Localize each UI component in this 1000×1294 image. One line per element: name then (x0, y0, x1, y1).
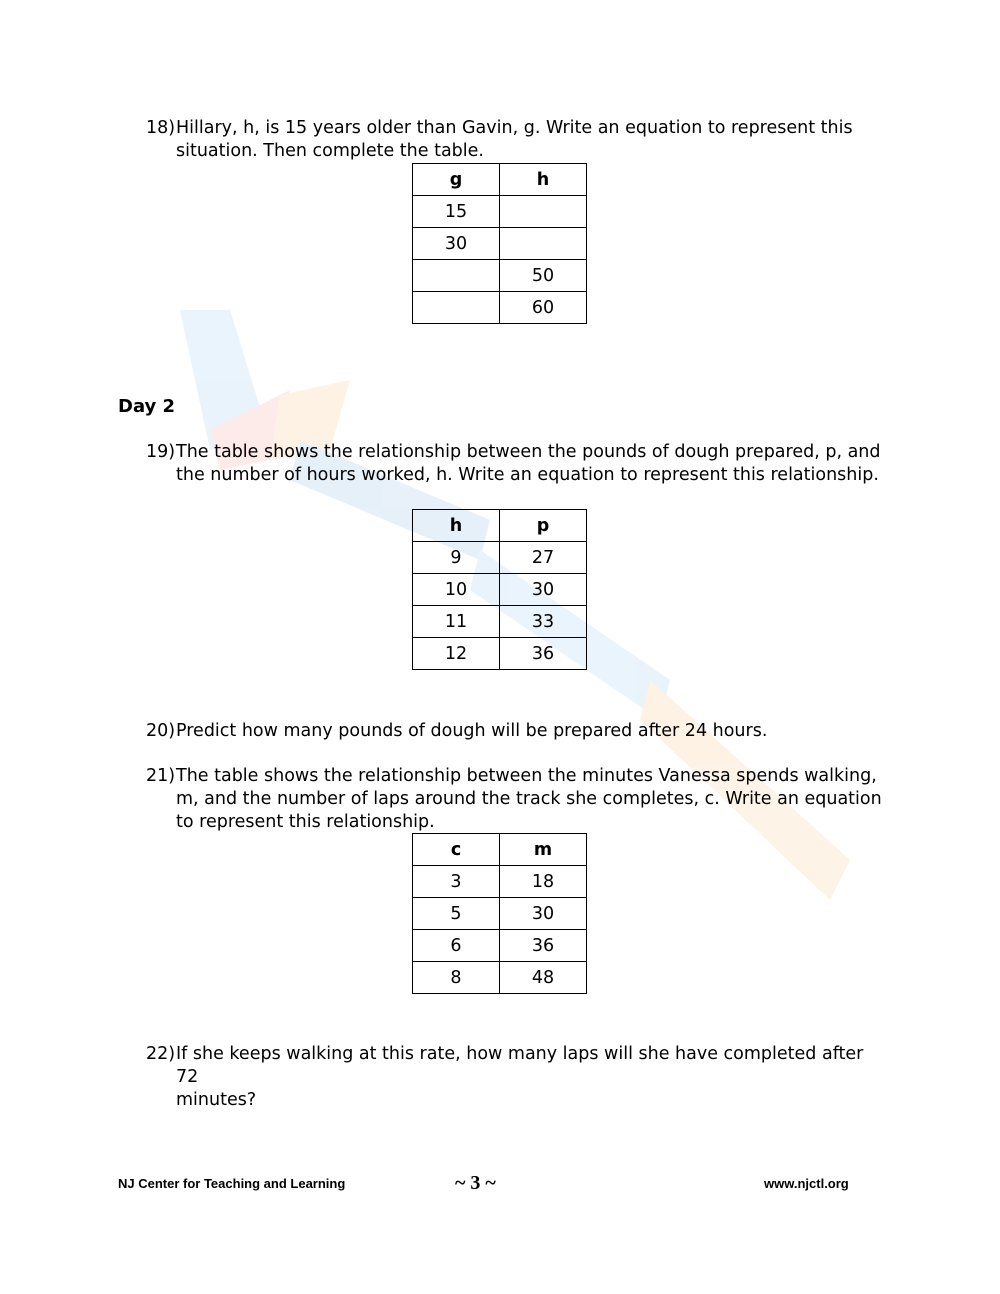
table-row (413, 542, 587, 574)
table-row (413, 638, 587, 670)
question-18 (146, 117, 886, 163)
question-21 (146, 765, 886, 834)
table-q18 (412, 163, 587, 324)
table-row (413, 574, 587, 606)
table-header-cell: h (413, 510, 500, 542)
table-cell: 10 (413, 574, 500, 606)
table-q19 (412, 509, 587, 670)
table-cell: 9 (413, 542, 500, 574)
table-cell: 36 (500, 638, 587, 670)
question-number: 18) (146, 118, 176, 138)
table-row (413, 606, 587, 638)
table-header-cell: c (413, 834, 500, 866)
question-text-line: minutes? (176, 1090, 257, 1110)
table-cell: 6 (413, 930, 500, 962)
table-q21 (412, 833, 587, 994)
table-cell: 30 (500, 574, 587, 606)
table-cell: 11 (413, 606, 500, 638)
table-cell (500, 196, 587, 228)
question-number: 21) (146, 766, 176, 786)
question-20 (146, 720, 886, 743)
table-cell: 8 (413, 962, 500, 994)
table-cell: 48 (500, 962, 587, 994)
table-row (413, 962, 587, 994)
table-row (413, 898, 587, 930)
question-number: 19) (146, 442, 176, 462)
table-header-cell: p (500, 510, 587, 542)
table-cell: 30 (413, 228, 500, 260)
question-text-line: to represent this relationship. (176, 812, 435, 832)
table-header-row (413, 834, 587, 866)
question-text-line: The table shows the relationship between the minutes Vanessa spends walking, (176, 766, 877, 786)
table-cell: 12 (413, 638, 500, 670)
table-cell (500, 228, 587, 260)
table-header-cell: g (413, 164, 500, 196)
table-row (413, 292, 587, 324)
table-cell: 36 (500, 930, 587, 962)
table-row (413, 260, 587, 292)
table-cell: 15 (413, 196, 500, 228)
table-cell: 5 (413, 898, 500, 930)
table-cell: 50 (500, 260, 587, 292)
table-cell: 27 (500, 542, 587, 574)
table-row (413, 228, 587, 260)
question-text-line: Hillary, h, is 15 years older than Gavin, g. Write an equation to represent this (176, 118, 853, 138)
table-cell: 33 (500, 606, 587, 638)
footer-organization: NJ Center for Teaching and Learning (118, 1176, 346, 1191)
question-19 (146, 441, 886, 487)
table-cell: 60 (500, 292, 587, 324)
table-header-row (413, 510, 587, 542)
table-cell: 30 (500, 898, 587, 930)
question-22 (146, 1043, 886, 1112)
question-text-line: m, and the number of laps around the track she completes, c. Write an equation (176, 789, 882, 809)
table-header-cell: m (500, 834, 587, 866)
question-text-line: the number of hours worked, h. Write an equation to represent this relationship. (176, 465, 879, 485)
question-text-line: Predict how many pounds of dough will be prepared after 24 hours. (176, 721, 768, 741)
section-heading-day-2: Day 2 (118, 396, 176, 417)
table-row (413, 866, 587, 898)
question-number: 22) (146, 1044, 176, 1064)
table-cell: 18 (500, 866, 587, 898)
table-row (413, 930, 587, 962)
table-cell (413, 292, 500, 324)
table-cell (413, 260, 500, 292)
table-row (413, 196, 587, 228)
question-text-line: If she keeps walking at this rate, how many laps will she have completed after 72 (176, 1044, 864, 1087)
question-text-line: The table shows the relationship between the pounds of dough prepared, p, and (176, 442, 881, 462)
question-number: 20) (146, 721, 176, 741)
table-header-cell: h (500, 164, 587, 196)
table-cell: 3 (413, 866, 500, 898)
question-text-line: situation. Then complete the table. (176, 141, 484, 161)
footer-website: www.njctl.org (764, 1176, 849, 1191)
footer-page-number: ~ 3 ~ (455, 1172, 496, 1194)
table-header-row (413, 164, 587, 196)
